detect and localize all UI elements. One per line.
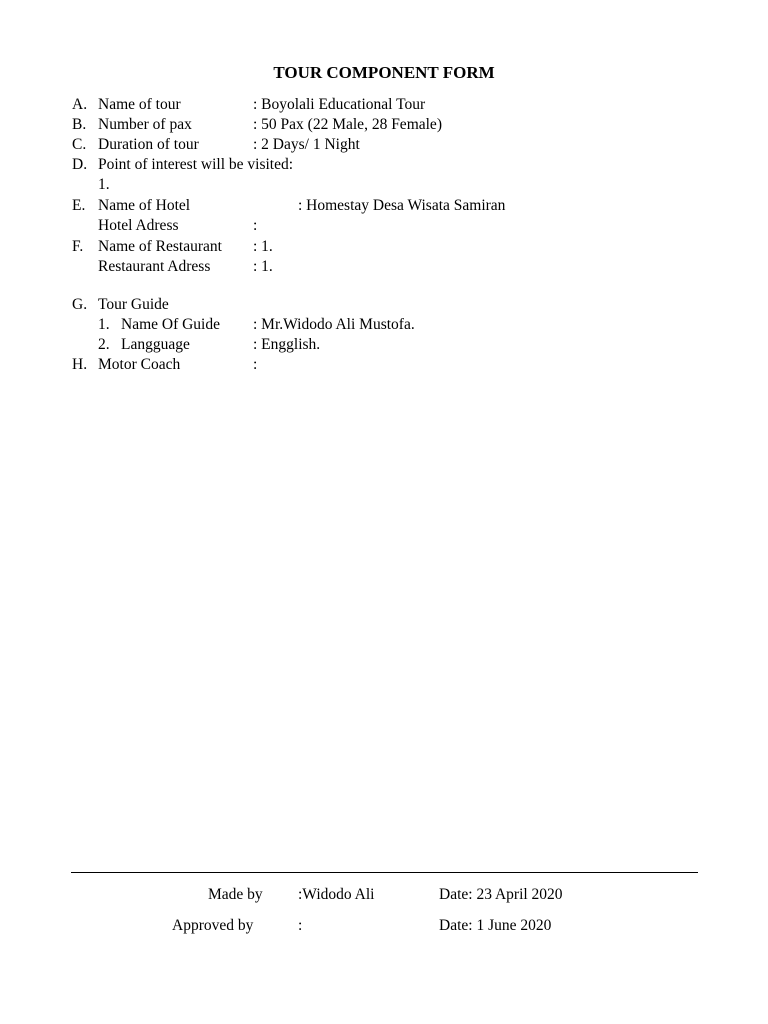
item-label: Name of Restaurant	[98, 238, 222, 255]
language-label: Langguage	[121, 336, 190, 353]
item-value: :	[253, 356, 258, 373]
made-by-label: Made by	[208, 886, 263, 903]
item-letter: F.	[72, 238, 84, 255]
item-label: Name of Hotel	[98, 197, 191, 214]
language-value: : Engglish.	[253, 336, 321, 353]
guide-name-value: : Mr.Widodo Ali Mustofa.	[253, 316, 415, 333]
guide-name-label: Name Of Guide	[121, 316, 220, 333]
form-title: TOUR COMPONENT FORM	[273, 63, 495, 82]
language-number: 2.	[98, 336, 110, 353]
guide-number: 1.	[98, 316, 110, 333]
item-sub-entry: 1.	[98, 176, 110, 193]
made-by-value: :Widodo Ali	[298, 886, 375, 903]
item-letter: G.	[72, 296, 88, 313]
item-letter: C.	[72, 136, 87, 153]
item-label: Point of interest will be visited:	[98, 156, 294, 173]
approved-by-value: :	[298, 917, 303, 934]
hotel-address-label: Hotel Adress	[98, 217, 179, 234]
item-value: : Homestay Desa Wisata Samiran	[298, 197, 506, 214]
item-value: : 50 Pax (22 Male, 28 Female)	[253, 116, 442, 133]
item-value: : Boyolali Educational Tour	[253, 96, 426, 113]
hotel-address-value: :	[253, 217, 258, 234]
restaurant-address-value: : 1.	[253, 258, 273, 275]
item-letter: B.	[72, 116, 87, 133]
made-date: Date: 23 April 2020	[439, 886, 563, 903]
item-letter: H.	[72, 356, 88, 373]
approved-by-label: Approved by	[172, 917, 254, 934]
footer-divider	[71, 872, 698, 873]
item-value: : 2 Days/ 1 Night	[253, 136, 360, 153]
item-label: Name of tour	[98, 96, 181, 113]
item-letter: A.	[72, 96, 88, 113]
item-label: Duration of tour	[98, 136, 199, 153]
item-letter: E.	[72, 197, 86, 214]
item-label: Number of pax	[98, 116, 192, 133]
item-label: Motor Coach	[98, 356, 181, 373]
item-value: : 1.	[253, 238, 273, 255]
approved-date: Date: 1 June 2020	[439, 917, 552, 934]
item-label: Tour Guide	[98, 296, 169, 313]
restaurant-address-label: Restaurant Adress	[98, 258, 211, 275]
item-letter: D.	[72, 156, 88, 173]
